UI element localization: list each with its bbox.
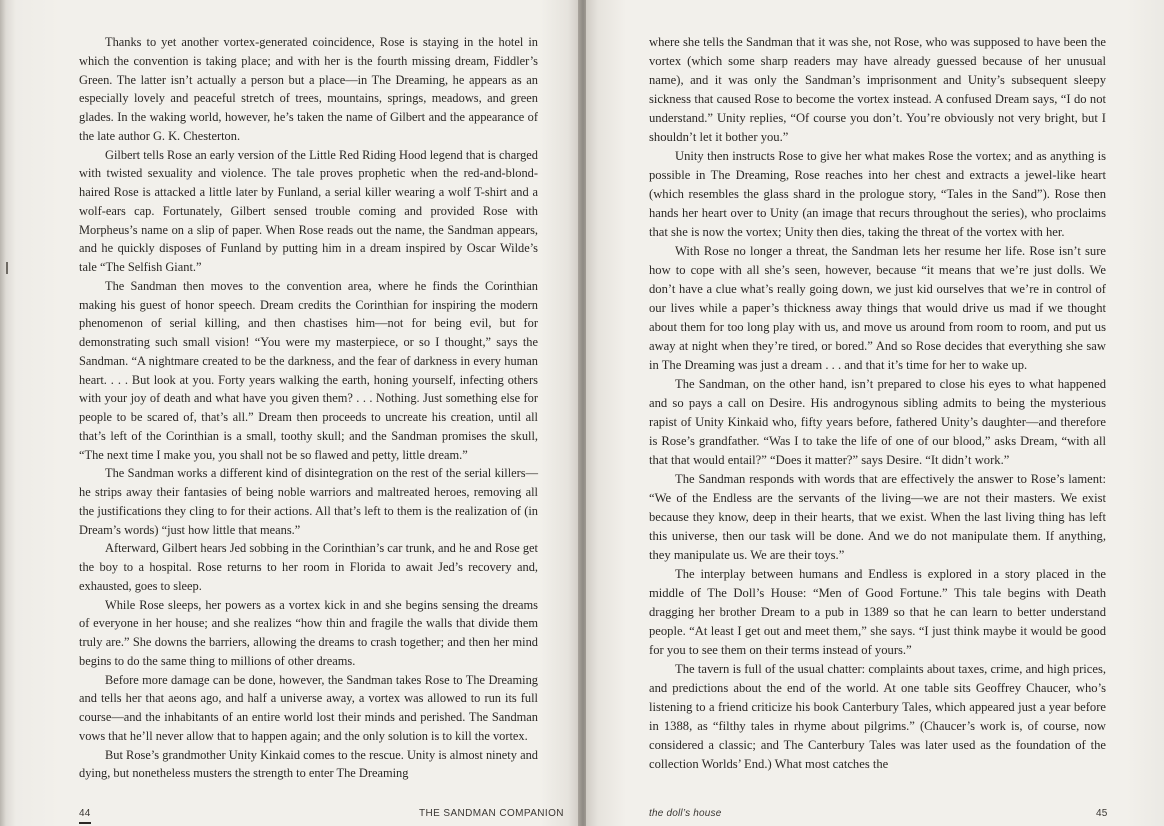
page-number-underline (79, 822, 91, 824)
paragraph: Thanks to yet another vortex-generated coincidence, Rose is staying in the hotel in which the convention is taking place; and with her is the fourth missing dream, Fiddler’s Green. The latter isn’t actually a person but a place—in The Dreaming, he appears as an especially lovely and peaceful stretch of trees, mountains, springs, meadows, and green glades. In the waking world, however, he’s taken the name of Gilbert and the appearance of the late author G. K. Chesterton. (79, 35, 538, 143)
paragraph: where she tells the Sandman that it was she, not Rose, who was supposed to have been the vortex (which some sharp readers may have already guessed because of her unusual name), and it was only the Sandman’s imprisonment and Unity’s subsequent sleepy sickness that caused Rose to become the vortex instead. A confused Dream says, “I do not understand.” Unity replies, “Of course you don’t. You’re obviously not very bright, but I shouldn’t let it bother you.” (649, 35, 1106, 144)
paragraph: The Sandman works a different kind of disintegration on the rest of the serial killers—he strips away their fantasies of being noble warriors and maltreated heroes, removing all the justifications they cling to for their actions. All that’s left to them is the realization of (in Dream’s words) “just how little that means.” (79, 466, 538, 537)
paragraph: Before more damage can be done, however, the Sandman takes Rose to The Dreaming and tells her that aeons ago, and half a universe away, a vortex was allowed to run its full course—and the inhabitants of an entire world lost their minds and perished. The Sandman vows that he’ll never allow that to happen again; and the only solution is to kill the vortex. (79, 672, 538, 743)
paragraph: Afterward, Gilbert hears Jed sobbing in the Corinthian’s car trunk, and he and Rose get the boy to a hospital. Rose returns to her room in Florida to await Jed’s recovery and, exhausted, goes to sleep. (79, 541, 538, 593)
paragraph: The Sandman then moves to the convention area, where he finds the Corinthian making his guest of honor speech. Dream credits the Corinthian for inspiring the modern phenomenon of serial killing, and then chastises him—not for being evil, but for demonstrating such small vision! “You were my masterpiece, or so I thought,” says the Sandman. “A nightmare created to be the darkness, and the fear of darkness in every human heart. . . . But look at you. Forty years walking the earth, honing yourself, infecting others with your joy of death and what have you given them? . . . Nothing. Just something else for people to be scared of, that’s all.” Dream then proceeds to uncreate his creation, until all that’s left of the Corinthian is a small, toothy skull; and the Sandman promises the skull, “The next time I make you, you shall not be so flawed and petty, little dream.” (79, 278, 538, 462)
paragraph: The interplay between humans and Endless is explored in a story placed in the middle of The Doll’s House: “Men of Good Fortune.” This tale begins with Death dragging her brother Dream to a pub in 1389 so that he can learn to better understand people. “At least I get out and meet them,” she says. “I just think maybe it would be good for you to see them on their terms instead of yours.” (649, 567, 1106, 657)
paragraph: The Sandman, on the other hand, isn’t prepared to close his eyes to what happened and so pays a call on Desire. His androgynous sibling admits to being the mysterious rapist of Unity Kinkaid who, fifty years before, fathered Unity’s daughter—and therefore is Rose’s grandfather. “Was I to take the life of one of our blood,” asks Dream, “with all that that would entail?” “Does it matter?” says Desire. “It didn’t work.” (649, 377, 1106, 467)
spine-mark (6, 262, 8, 274)
paragraph: But Rose’s grandmother Unity Kinkaid comes to the rescue. Unity is almost ninety and dying, but nonetheless musters the strength to enter The Dreaming (79, 747, 538, 781)
right-page (586, 0, 1164, 826)
right-page-text (649, 33, 1106, 774)
paragraph: With Rose no longer a threat, the Sandman lets her resume her life. Rose isn’t sure how to cope with all she’s seen, however, because “it means that we’re just dolls. We don’t have a clue what’s really going down, we just kid ourselves that we’re in control of our lives while a paper’s thickness away things that would drive us mad if we thought about them for too long play with us, and move us around from room to room, and put us away at night when they’re tired, or bored.” And so Rose decides that everything she saw in The Dreaming was just a dream . . . and that it’s time for her to wake up. (649, 244, 1106, 372)
running-head: the doll’s house (649, 808, 722, 819)
left-page (0, 0, 580, 826)
paragraph: Unity then instructs Rose to give her what makes Rose the vortex; and as anything is possible in The Dreaming, Rose reaches into her chest and extracts a jewel-like heart (which resembles the glass shard in the prologue story, “Tales in the Sand”). Rose then hands her heart over to Unity (an image that recurs throughout the series), who proclaims that she is now the vortex; Unity then dies, taking the threat of the vortex with her. (649, 149, 1106, 239)
left-page-text (79, 33, 538, 783)
paragraph: The Sandman responds with words that are effectively the answer to Rose’s lament: “We of the Endless are the servants of the living—we are not their masters. We exist because they know, deep in their hearts, that we exist. When the last living thing has left this universe, then our task will be done. And we do not manipulate them. If anything, they manipulate us. We are their toys.” (649, 472, 1106, 562)
page-number: 44 (79, 808, 91, 819)
paragraph: While Rose sleeps, her powers as a vortex kick in and she begins sensing the dreams of everyone in her house; and she realizes “how thin and fragile the walls that divide them truly are.” She downs the barriers, allowing the dreams to crash together; and then her mind begins to do the same thing to millions of other dreams. (79, 597, 538, 668)
running-head: THE SANDMAN COMPANION (419, 808, 564, 819)
page-number: 45 (1096, 808, 1108, 819)
paragraph: Gilbert tells Rose an early version of the Little Red Riding Hood legend that is charged with twisted sexuality and violence. The tale proves prophetic when the red-and-blond-haired Rose is attacked a little later by Funland, a serial killer wearing a wolf T-shirt and a wolf-ears cap. Fortunately, Gilbert sensed trouble coming and provided Rose with Morpheus’s name on a slip of paper. When Rose reads out the name, the Sandman appears, and he quickly disposes of Funland by putting him in a dream inspired by Oscar Wilde’s tale “The Selfish Giant.” (79, 147, 538, 274)
paragraph: The tavern is full of the usual chatter: complaints about taxes, crime, and high prices, and predictions about the end of the world. At one table sits Geoffrey Chaucer, who’s listening to a friend criticize his book Canterbury Tales, which appeared just a year before in 1388, as “filthy tales in rhyme about pilgrims.” (Chaucer’s work is, of course, now considered a classic; and The Canterbury Tales was later used as the foundation of the collection Worlds’ End.) What most catches the (649, 662, 1106, 771)
